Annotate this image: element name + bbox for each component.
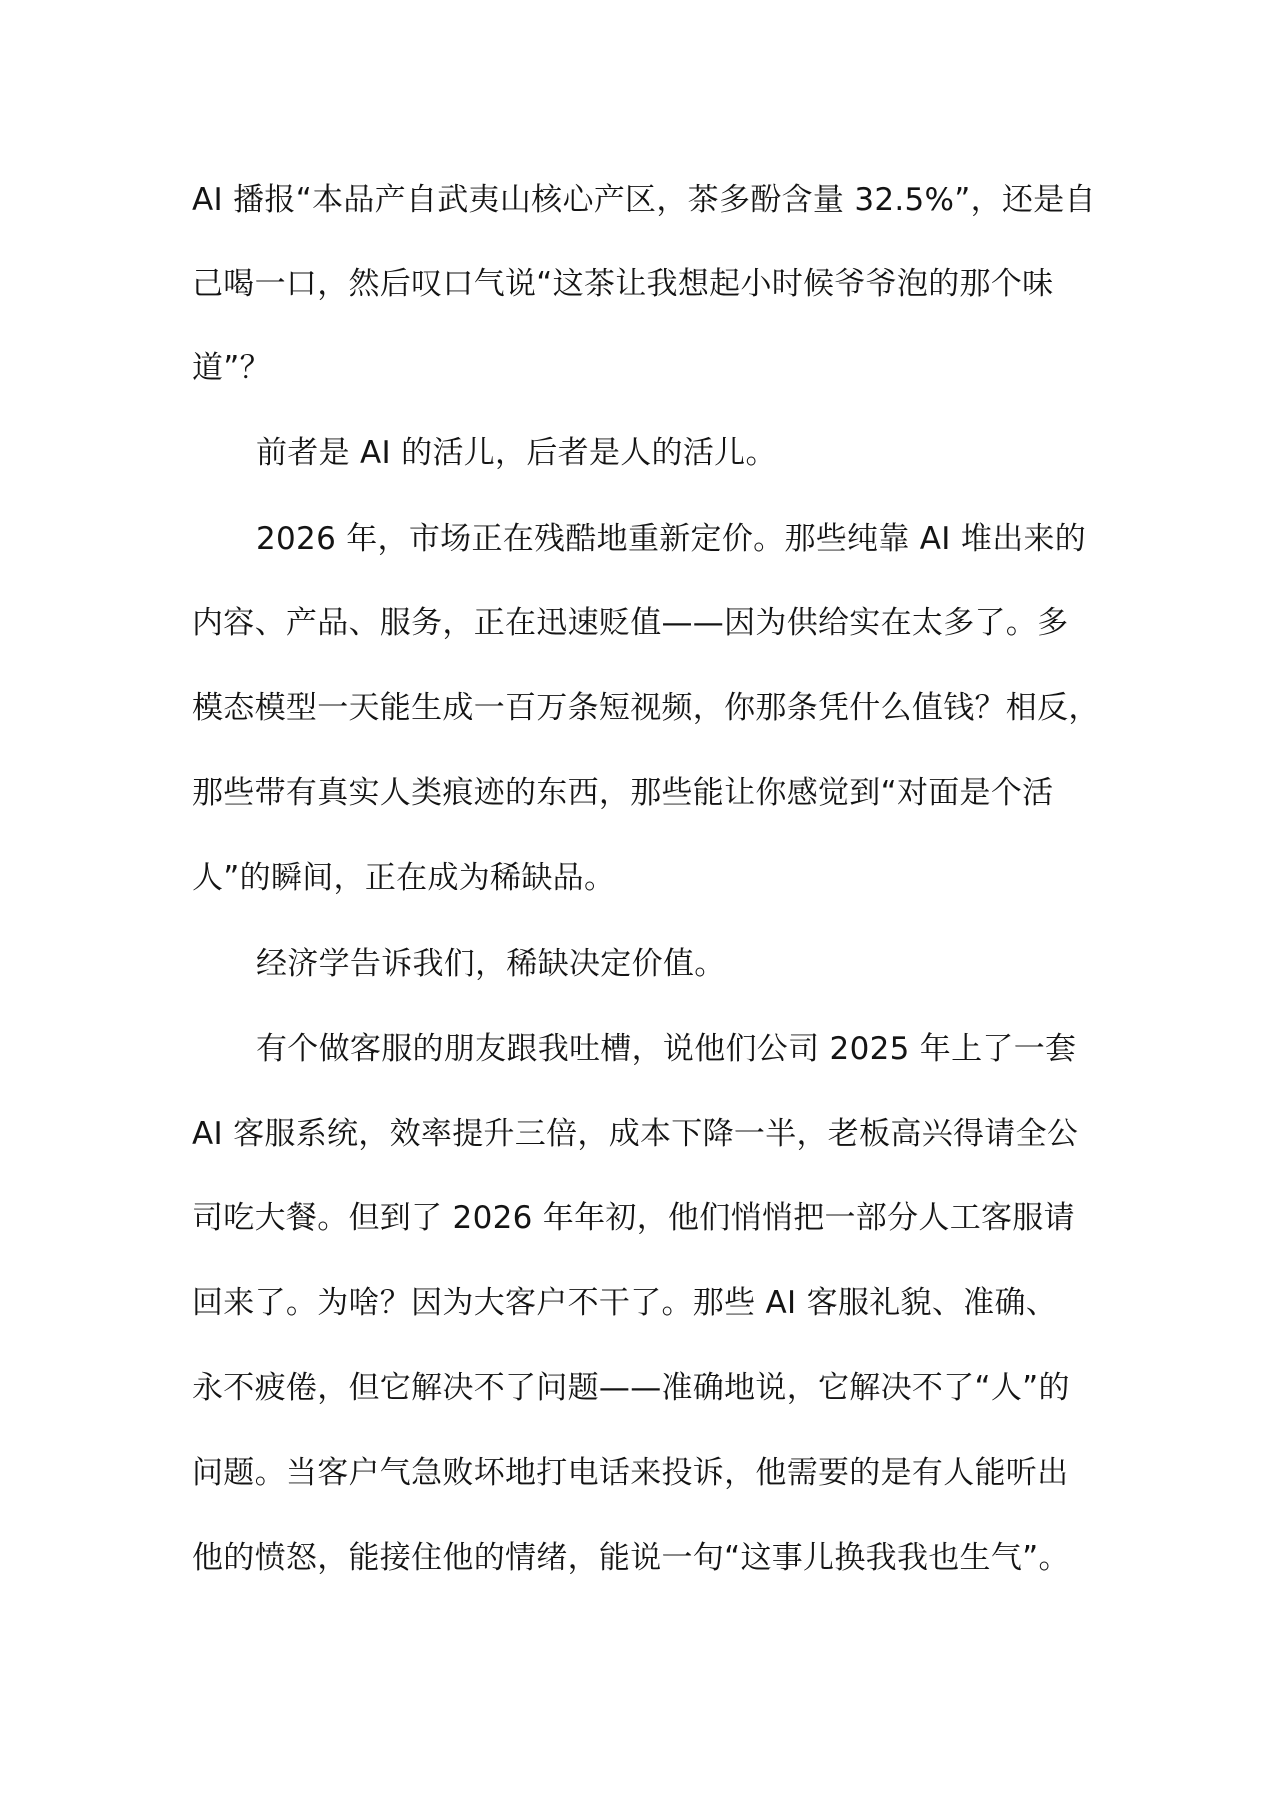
- paragraph-line: AI 播报“本品产自武夷山核心产区，茶多酚含量 32.5%”，还是自: [192, 182, 1096, 218]
- paragraph-line: 那些带有真实人类痕迹的东西，那些能让你感觉到“对面是个活: [192, 775, 1054, 811]
- paragraph-line: 道”？: [192, 350, 271, 386]
- paragraph-line: 他的愤怒，能接住他的情绪，能说一句“这事儿换我我也生气”。: [192, 1540, 1070, 1576]
- paragraph-line: 问题。当客户气急败坏地打电话来投诉，他需要的是有人能听出: [192, 1455, 1069, 1491]
- paragraph-line: 有个做客服的朋友跟我吐槽，说他们公司 2025 年上了一套: [256, 1031, 1077, 1067]
- paragraph-line: 人”的瞬间，正在成为稀缺品。: [192, 860, 616, 896]
- paragraph-line: 己喝一口，然后叹口气说“这茶让我想起小时候爷爷泡的那个味: [192, 266, 1054, 302]
- paragraph-line: 永不疲倦，但它解决不了问题——准确地说，它解决不了“人”的: [192, 1370, 1070, 1406]
- paragraph-line: 司吃大餐。但到了 2026 年年初，他们悄悄把一部分人工客服请: [192, 1200, 1075, 1236]
- paragraph-line: 经济学告诉我们，稀缺决定价值。: [256, 946, 726, 982]
- paragraph-line: 内容、产品、服务，正在迅速贬值——因为供给实在太多了。多: [192, 605, 1069, 641]
- paragraph-line: 回来了。为啥？因为大客户不干了。那些 AI 客服礼貌、准确、: [192, 1285, 1058, 1321]
- paragraph-line: 模态模型一天能生成一百万条短视频，你那条凭什么值钱？相反，: [192, 690, 1100, 726]
- paragraph-line: 2026 年，市场正在残酷地重新定价。那些纯靠 AI 堆出来的: [256, 521, 1087, 557]
- paragraph-line: 前者是 AI 的活儿，后者是人的活儿。: [256, 435, 777, 471]
- paragraph-line: AI 客服系统，效率提升三倍，成本下降一半，老板高兴得请全公: [192, 1116, 1079, 1152]
